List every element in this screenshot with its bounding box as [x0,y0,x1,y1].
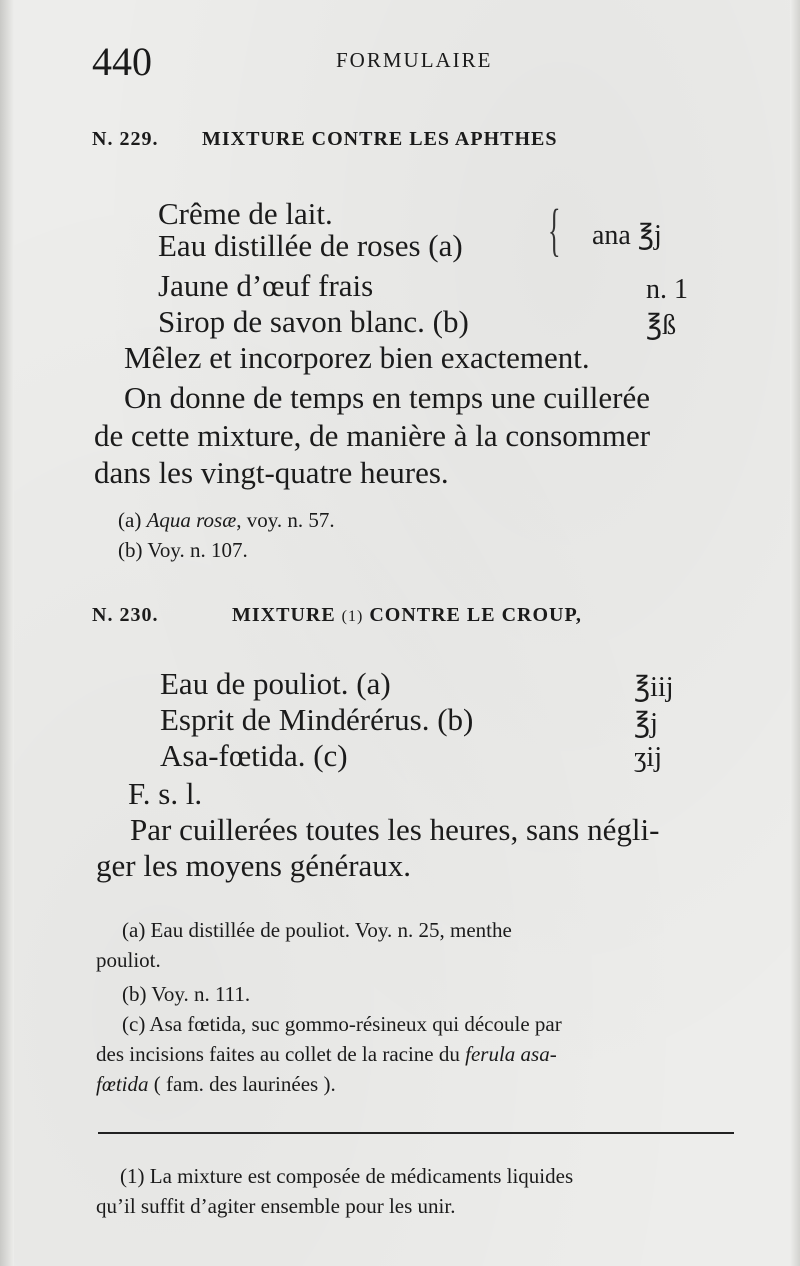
section-230-heading [92,604,582,627]
ingredient-3: Jaune d’œuf frais [158,268,374,303]
ingredient-1: Crême de lait. [158,196,333,231]
note-230-c-line-2-italic: ferula asa- [465,1042,557,1066]
note-230-a-line-1: (a) Eau distillée de pouliot. Voy. n. 25, menthe [122,918,512,942]
page-right-edge [790,0,800,1266]
brace-icon: { [548,197,561,262]
section-229-title: MIXTURE CONTRE LES APHTHES [202,128,558,150]
ingredient-4-qty: ℥ß [646,310,677,341]
section-230-footnote-ref: (1) [341,608,364,625]
note-230-c-line-3-italic: fœtida [96,1072,149,1096]
section-230-title-part1: MIXTURE [232,604,336,626]
note-230-a-line-2: pouliot. [96,948,161,972]
dosage-229-line-3: dans les vingt-quatre heures. [94,455,449,490]
note-229-b: (b) Voy. n. 107. [118,538,248,562]
dosage-230-line-2: ger les moyens généraux. [96,848,412,883]
ingredient-230-3-qty: ʒij [634,742,662,773]
note-230-c-line-2-text: des incisions faites au collet de la racine du [96,1042,460,1066]
note-230-c-line-3 [96,1072,336,1097]
note-230-c-line-3-text: ( fam. des laurinées ). [153,1072,336,1096]
ingredient-230-2: Esprit de Mindérérus. (b) [160,702,474,737]
page-left-edge [0,0,14,1266]
instruction-230: F. s. l. [128,776,203,811]
ingredient-230-1-qty: ℥iij [634,672,674,703]
note-230-c-line-2 [96,1042,557,1067]
section-230-number: N. 230. [92,604,159,626]
footnote-line-1: (1) La mixture est composée de médicaments liquides [120,1164,574,1188]
ingredient-3-qty: n. 1 [646,274,688,305]
instruction-229: Mêlez et incorporez bien exactement. [124,340,590,375]
note-229-a-label: (a) [118,508,142,532]
note-230-b: (b) Voy. n. 111. [122,982,251,1006]
section-229-number: N. 229. [92,128,159,150]
ingredient-230-3: Asa-fœtida. (c) [160,738,348,773]
ingredient-2: Eau distillée de roses (a) [158,228,463,263]
footnote-divider [98,1132,734,1134]
section-229-heading [92,128,558,151]
dosage-229-line-2: de cette mixture, de manière à la consommer [94,418,651,453]
ingredient-230-1: Eau de pouliot. (a) [160,666,391,701]
note-229-a-rest: , voy. n. 57. [236,508,335,532]
running-title: FORMULAIRE [336,48,493,72]
section-230-title-part2: CONTRE LE CROUP, [369,604,582,626]
dosage-229-line-1: On donne de temps en temps une cuillerée [124,380,650,415]
ingredient-2-qty: ana ℥j [592,220,662,251]
dosage-230-line-1: Par cuillerées toutes les heures, sans négli- [130,812,660,847]
page-number: 440 [92,39,152,84]
note-229-a [118,508,335,533]
note-229-a-italic: Aqua rosæ [146,508,237,532]
footnote-line-2: qu’il suffit d’agiter ensemble pour les unir. [96,1194,456,1218]
ingredient-4: Sirop de savon blanc. (b) [158,304,469,339]
note-230-c-line-1: (c) Asa fœtida, suc gommo-résineux qui découle par [122,1012,562,1036]
ingredient-230-2-qty: ℥j [634,708,658,739]
